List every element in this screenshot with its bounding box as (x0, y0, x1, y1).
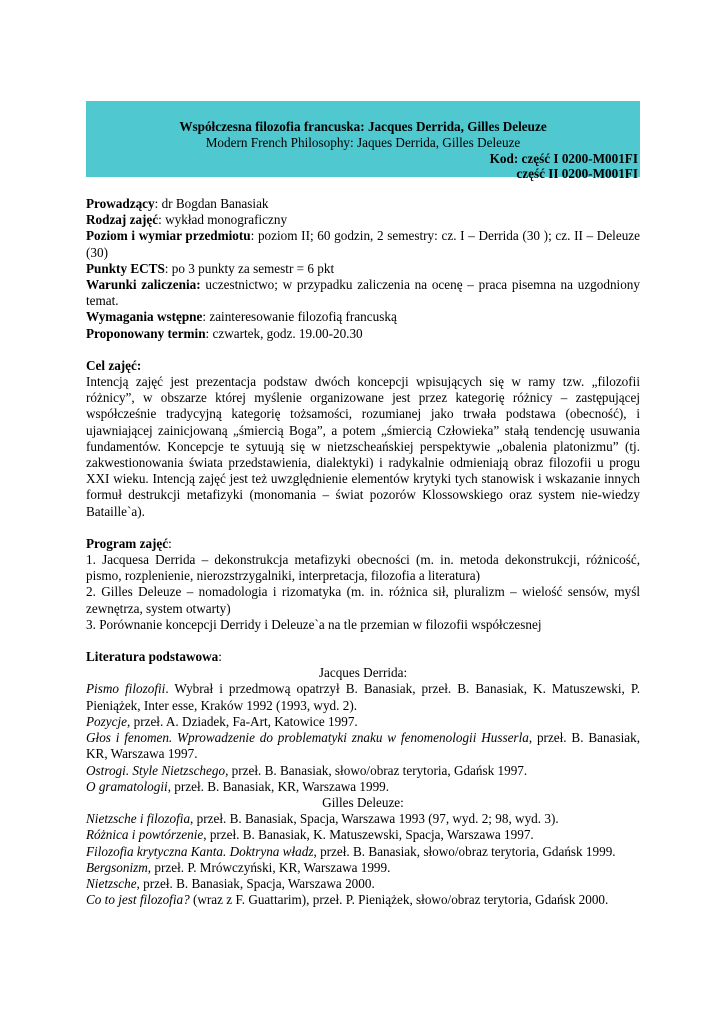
info-lecturer (86, 196, 640, 212)
derrida-heading: Jacques Derrida: (318, 665, 408, 681)
bibliography-entry: Różnica i powtórzenie, przeł. B. Banasiak, K. Matuszewski, Spacja, Warszawa 1997. (86, 827, 534, 843)
bibliography-entry: Pismo filozofii. Wybrał i przedmową opatrzył B. Banasiak, przeł. B. Banasiak, K. Matuszewski, P. Pieniążek, Inter esse, Kraków 1992 (1993, wyd. 2). (86, 681, 640, 713)
info-value: : wykład monograficzny (158, 212, 288, 228)
info-label: Prowadzący (86, 196, 155, 211)
program-item: 1. Jacquesa Derrida – dekonstrukcja metafizyki obecności (m. in. metoda dekonstrukcji, różnicość, pismo, rozplenienie, nierozstrzygalniki, interpretacja, filozofia a literatura) (86, 552, 640, 584)
info-value: : dr Bogdan Banasiak (154, 196, 269, 211)
info-label: Punkty ECTS (86, 260, 165, 276)
info-level (86, 228, 640, 260)
info-value: : czwartek, godz. 19.00-20.30 (205, 325, 363, 341)
program-item: 2. Gilles Deleuze – nomadologia i rizomatyka (m. in. różnica sił, pluralizm – wielość sensów, myśl zewnętrza, system otwarty) (86, 584, 640, 616)
info-prerequisites (86, 309, 640, 325)
bibliography-entry: Co to jest filozofia? (wraz z F. Guattarim), przeł. P. Pieniążek, słowo/obraz terytoria, Gdańsk 2000. (86, 892, 609, 908)
info-value: : zainteresowanie filozofią francuską (202, 309, 397, 325)
course-title: Współczesna filozofia francuska: Jacques Derrida, Gilles Deleuze (179, 119, 547, 134)
bibliography-entry: Bergsonizm, przeł. P. Mrówczyński, KR, Warszawa 1999. (86, 859, 391, 875)
program-item: 3. Porównanie koncepcji Derridy i Deleuze`a na tle przemian w filozofii współczesnej (86, 616, 542, 632)
info-label: Rodzaj zajęć (86, 212, 159, 228)
info-label: Wymagania wstępne (86, 309, 203, 325)
info-term (86, 326, 640, 342)
info-value: uczestnictwo; w przypadku zaliczenia na ocenę – praca pisemna na uzgodniony temat. (86, 277, 640, 309)
bibliography-entry: Filozofia krytyczna Kanta. Doktryna władz, przeł. B. Banasiak, słowo/obraz terytoria, Gdańsk 1999. (86, 843, 616, 859)
bibliography-entry: Nietzsche, przeł. B. Banasiak, Spacja, Warszawa 2000. (86, 875, 375, 891)
info-type (86, 212, 640, 228)
deleuze-heading: Gilles Deleuze: (322, 794, 404, 810)
program-heading: Program zajęć: (86, 535, 172, 551)
bibliography-entry: Głos i fenomen. Wprowadzenie do problematyki znaku w fenomenologii Husserla, przeł. B. Banasiak, KR, Warszawa 1997. (86, 730, 640, 762)
course-content (86, 196, 640, 908)
course-code-part-1: Kod: część I 0200-M001FI (489, 151, 638, 166)
course-subtitle: Modern French Philosophy: Jaques Derrida, Gilles Deleuze (205, 135, 521, 150)
bibliography-entry: O gramatologii, przeł. B. Banasiak, KR, Warszawa 1999. (86, 778, 390, 794)
course-code-part-2: część II 0200-M001FI (516, 166, 638, 181)
info-label: Proponowany termin (86, 325, 206, 341)
goal-heading: Cel zajęć: (86, 357, 142, 373)
info-value: : poziom II; 60 godzin, 2 semestry: cz. I – Derrida (30 ); cz. II – Deleuze (30) (86, 228, 640, 260)
bibliography-entry: Nietzsche i filozofia, przeł. B. Banasiak, Spacja, Warszawa 1993 (97, wyd. 2; 98, wyd. 3). (86, 811, 559, 827)
info-conditions (86, 277, 640, 309)
goal-text: Intencją zajęć jest prezentacja podstaw dwóch koncepcji wpisujących się w ramy tzw. „filozofii różnicy”, w obszarze której myślenie organizowane jest przez kategorię różnicy – zastępującej współcześnie tradycyjną kategorię tożsamości, rozumianej jako trwała podstawa (obecność), i ujawniającej zainicjowaną „śmiercią Boga”, a potem „śmiercią Człowieka” stałą tendencję usuwania fundamentów. Koncepcje te sytuują się w nietzscheańskiej perspektywie „obalenia platonizmu” (tj. zakwestionowania świata przedstawienia, dialektyki) i radykalnie odmieniają obraz filozofii u progu XXI wieku. Intencją zajęć jest też uwzględnienie elementów krytyki tych stanowisk i wskazanie innych formuł destrukcji metafizyki (monomania – świat pozorów Klossowskiego oraz system nie-wiedzy Bataille`a). (86, 374, 640, 519)
info-label: Warunki zaliczenia: (86, 277, 201, 293)
info-value: : po 3 punkty za semestr = 6 pkt (164, 260, 335, 276)
bibliography-entry: Pozycje, przeł. A. Dziadek, Fa-Art, Katowice 1997. (86, 713, 358, 729)
info-ects (86, 261, 640, 277)
course-header-box (86, 101, 640, 181)
info-label: Poziom i wymiar przedmiotu (86, 228, 251, 244)
literature-heading: Literatura podstawowa: (86, 649, 222, 665)
bibliography-entry: Ostrogi. Style Nietzschego, przeł. B. Banasiak, słowo/obraz terytoria, Gdańsk 1997. (86, 762, 528, 778)
